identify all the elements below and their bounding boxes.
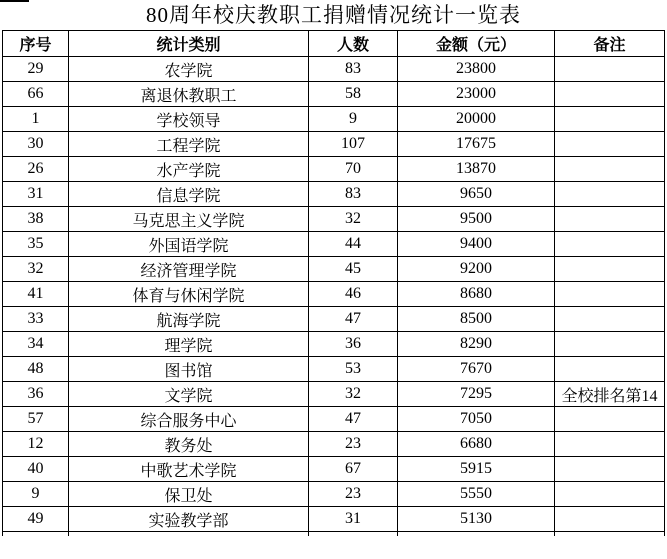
- empty-cell: [398, 532, 555, 537]
- amount-cell: 5915: [398, 457, 555, 482]
- amount-cell: 7295: [398, 382, 555, 407]
- category-cell: 实验教学部: [69, 507, 309, 532]
- table-row: [3, 82, 665, 107]
- count-cell: 44: [309, 232, 398, 257]
- category-cell: 信息学院: [69, 182, 309, 207]
- serial-cell: 1: [3, 107, 69, 132]
- empty-cell: [69, 532, 309, 537]
- category-cell: 航海学院: [69, 307, 309, 332]
- table-row: [3, 132, 665, 157]
- count-cell: 31: [309, 507, 398, 532]
- category-cell: 经济管理学院: [69, 257, 309, 282]
- serial-cell: 49: [3, 507, 69, 532]
- table-row: [3, 482, 665, 507]
- amount-cell: 5130: [398, 507, 555, 532]
- remark-cell: [555, 182, 665, 207]
- remark-cell: [555, 57, 665, 82]
- col-header-serial: 序号: [3, 31, 69, 57]
- table-row: [3, 357, 665, 382]
- serial-cell: 12: [3, 432, 69, 457]
- count-cell: 23: [309, 432, 398, 457]
- remark-cell: [555, 457, 665, 482]
- table-row: [3, 157, 665, 182]
- category-cell: 外国语学院: [69, 232, 309, 257]
- serial-cell: 35: [3, 232, 69, 257]
- table-row: [3, 307, 665, 332]
- category-cell: 保卫处: [69, 482, 309, 507]
- empty-cell: [3, 532, 69, 537]
- table-row: [3, 457, 665, 482]
- amount-cell: 8500: [398, 307, 555, 332]
- empty-cell: [309, 532, 398, 537]
- category-cell: 工程学院: [69, 132, 309, 157]
- col-header-remark: 备注: [555, 31, 665, 57]
- remark-cell: 全校排名第14: [555, 382, 665, 407]
- serial-cell: 29: [3, 57, 69, 82]
- count-cell: 32: [309, 382, 398, 407]
- serial-cell: 41: [3, 282, 69, 307]
- table-row: [3, 182, 665, 207]
- table-body: [3, 57, 665, 532]
- count-cell: 45: [309, 257, 398, 282]
- amount-cell: 7050: [398, 407, 555, 432]
- category-cell: 理学院: [69, 332, 309, 357]
- col-header-amount: 金额（元）: [398, 31, 555, 57]
- count-cell: 32: [309, 207, 398, 232]
- empty-cell: [555, 532, 665, 537]
- amount-cell: 23000: [398, 82, 555, 107]
- serial-cell: 26: [3, 157, 69, 182]
- col-header-category: 统计类别: [69, 31, 309, 57]
- remark-cell: [555, 257, 665, 282]
- category-cell: 农学院: [69, 57, 309, 82]
- amount-cell: 8680: [398, 282, 555, 307]
- category-cell: 图书馆: [69, 357, 309, 382]
- document-title: 80周年校庆教职工捐赠情况统计一览表: [146, 3, 521, 27]
- serial-cell: 57: [3, 407, 69, 432]
- table-row: [3, 407, 665, 432]
- table-row: [3, 432, 665, 457]
- remark-cell: [555, 507, 665, 532]
- table-row: [3, 382, 665, 407]
- remark-cell: [555, 107, 665, 132]
- table-row: [3, 332, 665, 357]
- amount-cell: 5550: [398, 482, 555, 507]
- table-row: [3, 207, 665, 232]
- count-cell: 23: [309, 482, 398, 507]
- serial-cell: 30: [3, 132, 69, 157]
- serial-cell: 34: [3, 332, 69, 357]
- count-cell: 58: [309, 82, 398, 107]
- serial-cell: 48: [3, 357, 69, 382]
- remark-cell: [555, 207, 665, 232]
- remark-cell: [555, 132, 665, 157]
- remark-cell: [555, 282, 665, 307]
- remark-cell: [555, 82, 665, 107]
- table-partial-row-container: [3, 532, 665, 537]
- remark-cell: [555, 307, 665, 332]
- count-cell: 46: [309, 282, 398, 307]
- remark-cell: [555, 482, 665, 507]
- count-cell: 36: [309, 332, 398, 357]
- table-row: [3, 107, 665, 132]
- amount-cell: 8290: [398, 332, 555, 357]
- category-cell: 综合服务中心: [69, 407, 309, 432]
- category-cell: 学校领导: [69, 107, 309, 132]
- amount-cell: 17675: [398, 132, 555, 157]
- remark-cell: [555, 332, 665, 357]
- serial-cell: 36: [3, 382, 69, 407]
- amount-cell: 9400: [398, 232, 555, 257]
- count-cell: 70: [309, 157, 398, 182]
- category-cell: 文学院: [69, 382, 309, 407]
- serial-cell: 66: [3, 82, 69, 107]
- table-row: [3, 282, 665, 307]
- col-header-count: 人数: [309, 31, 398, 57]
- table-partial-row: [3, 532, 665, 537]
- table-header: [3, 31, 665, 57]
- table-row: [3, 57, 665, 82]
- amount-cell: 9500: [398, 207, 555, 232]
- category-cell: 中歌艺术学院: [69, 457, 309, 482]
- amount-cell: 20000: [398, 107, 555, 132]
- category-cell: 马克思主义学院: [69, 207, 309, 232]
- remark-cell: [555, 407, 665, 432]
- donation-stats-table: [2, 30, 665, 536]
- serial-cell: 31: [3, 182, 69, 207]
- category-cell: 教务处: [69, 432, 309, 457]
- amount-cell: 13870: [398, 157, 555, 182]
- table-row: [3, 232, 665, 257]
- table-row: [3, 507, 665, 532]
- page-corner-border-fragment: [0, 0, 29, 2]
- remark-cell: [555, 232, 665, 257]
- amount-cell: 9200: [398, 257, 555, 282]
- amount-cell: 7670: [398, 357, 555, 382]
- amount-cell: 6680: [398, 432, 555, 457]
- serial-cell: 33: [3, 307, 69, 332]
- remark-cell: [555, 432, 665, 457]
- remark-cell: [555, 357, 665, 382]
- count-cell: 53: [309, 357, 398, 382]
- category-cell: 离退休教职工: [69, 82, 309, 107]
- category-cell: 体育与休闲学院: [69, 282, 309, 307]
- serial-cell: 38: [3, 207, 69, 232]
- table-header-row: [3, 31, 665, 57]
- count-cell: 67: [309, 457, 398, 482]
- table-row: [3, 257, 665, 282]
- count-cell: 47: [309, 307, 398, 332]
- count-cell: 83: [309, 182, 398, 207]
- count-cell: 9: [309, 107, 398, 132]
- amount-cell: 9650: [398, 182, 555, 207]
- serial-cell: 40: [3, 457, 69, 482]
- category-cell: 水产学院: [69, 157, 309, 182]
- remark-cell: [555, 157, 665, 182]
- serial-cell: 32: [3, 257, 69, 282]
- count-cell: 83: [309, 57, 398, 82]
- count-cell: 47: [309, 407, 398, 432]
- count-cell: 107: [309, 132, 398, 157]
- serial-cell: 9: [3, 482, 69, 507]
- amount-cell: 23800: [398, 57, 555, 82]
